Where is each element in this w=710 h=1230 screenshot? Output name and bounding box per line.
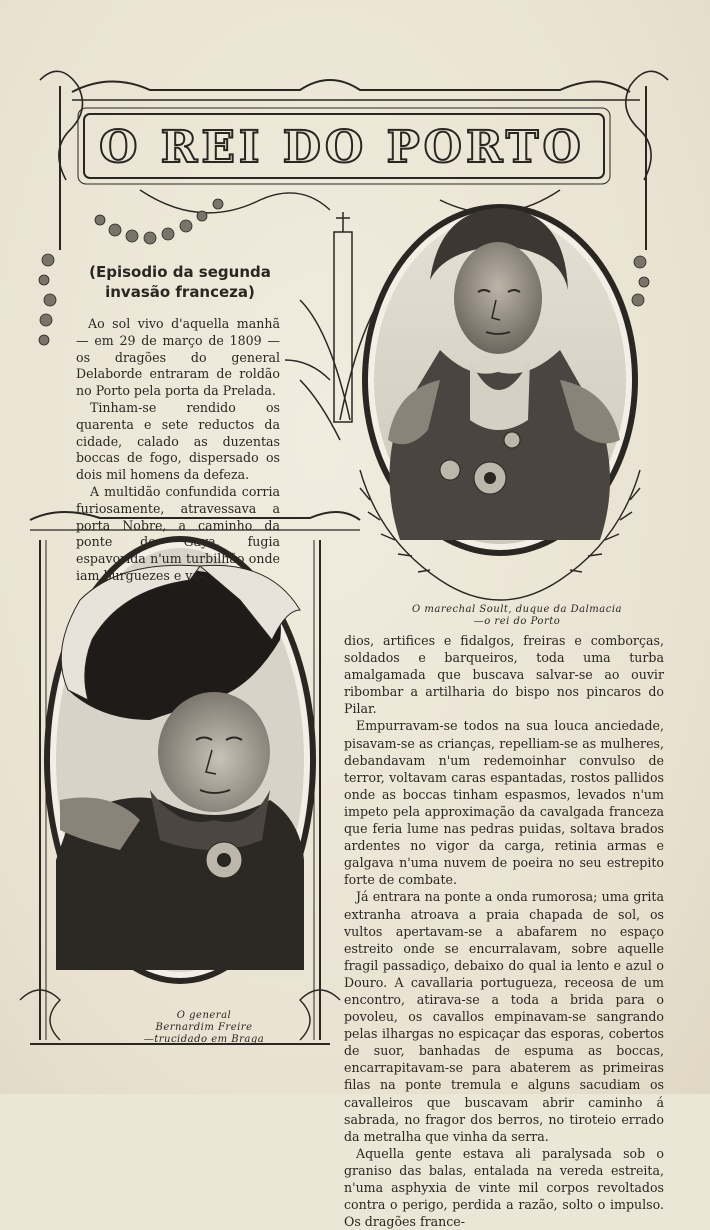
caption-line: —o rei do Porto [473,616,561,627]
caption-line: O marechal Soult, duque da Dalmacia [412,604,622,615]
article-subtitle: (Episodio da segunda invasão franceza) [89,263,271,301]
paragraph: Tinham-se rendido os quarenta e sete reductos da cidade, calado as duzentas boccas de fogo, dispersado os dois mil homens da defeza. [76,399,280,483]
paragraph: A multidão confundida corria furiosamente, atravessava a porta Nobre, a caminho da ponte de Gaya, fugia espavorida n'um turbilhão onde iam burguezes e va- [76,483,280,583]
paragraph: Ao sol vivo d'aquella manhã — em 29 de março de 1809 — os dragões do general Delaborde entraram de roldão no Porto pela porta da Prelada. [76,316,280,399]
caption-line: Bernardim Freire [155,1022,253,1033]
paragraph: Empurravam-se todos na sua louca anciedade, pisavam-se as crianças, repelliam-se as mulheres, debandavam n'um redemoinhar convulso de terror, voltavam caras espantadas, rostos pallidos onde as boccas tinham espasmos, levados n'um impeto pela approximação da cavalgada franceza que feria lume nas pedras puidas, soltava brados ardentes no vigor da carga, retinia armas e galgava n'uma nuvem de poeira no seu estrepito forte de combate. [344,718,664,888]
caption-line: O general [176,1010,232,1021]
page-title: O REI DO PORTO [99,122,585,173]
freire-caption [114,1010,294,1046]
freire-portrait-frame [44,536,316,984]
soult-caption [392,604,642,628]
right-text-column [344,632,664,1230]
soult-portrait-frame [362,204,638,556]
paragraph: dios, artifices e fidalgos, freiras e comborças, soldados e barqueiros, toda uma turba amalgamada que buscava salvar-se ao ouvir ribombar a artilharia do bispo nos pincaros do Pilar. [344,633,664,717]
paragraph: Aquella gente estava ali paralysada sob o granisо das balas, entalada na vereda estreita, n'uma asphyxia de vinte mil corpos revoltados contra o perigo, perdida a razão, solto o impulso. Os dragões france- [344,1145,664,1230]
left-text-column [76,316,280,585]
paragraph: Já entrara na ponte a onda rumorosa; uma grita extranha atroava a praia chapada de sol, os vultos apertavam-se a abafarem no espaço estreito onde se encurralavam, sobre aquelle fragil passadiço, debaixo do qual ia lento e azul o Douro. A cavallaria portugueza, receosa de um encontro, atirava-se a toda a brida para o povoleu, os cavallos empinavam-se sangrando pelas ilhargas no espicaçar das esporas, cobertos de suor, banhadas de espuma as boccas, encarrapitavam-se para abaterem as primeiras filas na ponte tremula e alguns sacudiam os cavalleiros que buscavam abrir caminho á sabrada, no fragor dos berros, no tiroteio errado da metralha que vinha da serra. [344,889,664,1144]
caption-line: —trucidado em Braga [143,1034,265,1045]
